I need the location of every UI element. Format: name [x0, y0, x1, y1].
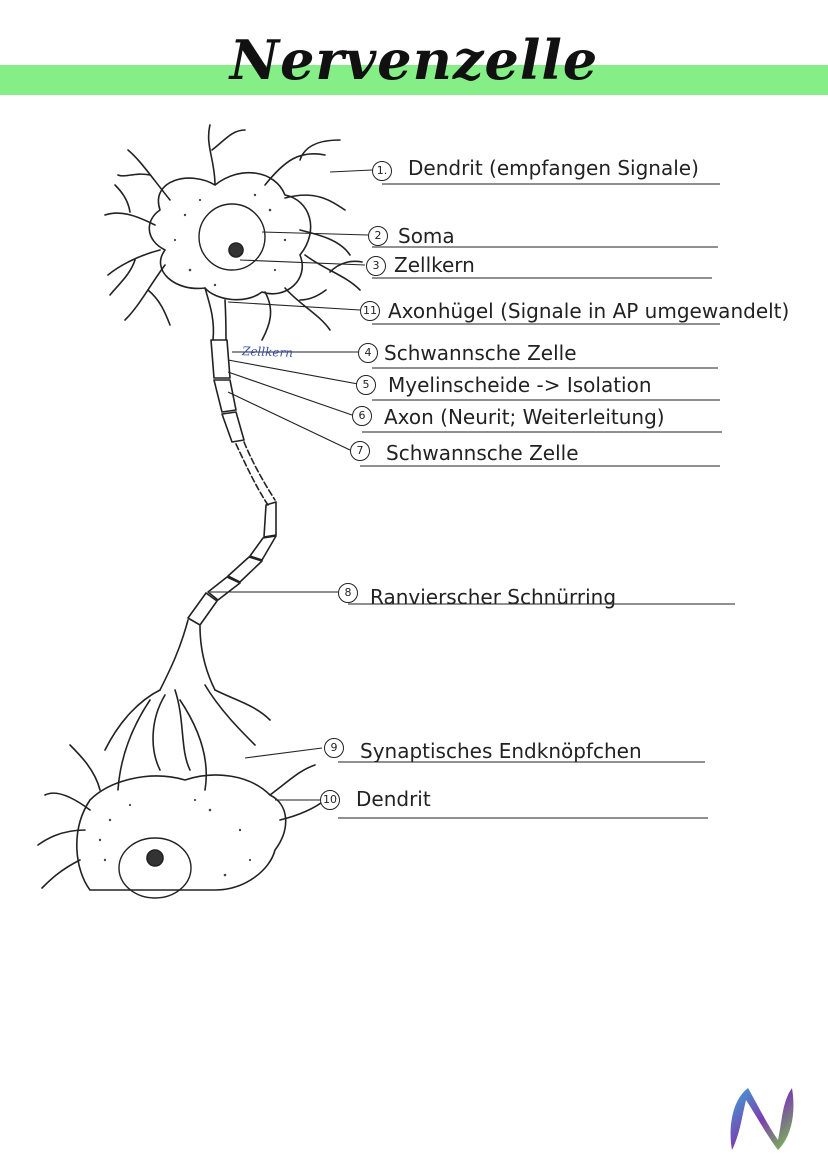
upper-dendrite-1	[118, 125, 245, 200]
axon-segment-8	[188, 593, 217, 625]
axon-segment-3	[222, 412, 244, 442]
label-synaptisches-endknoepfchen: Synaptisches Endknöpfchen	[360, 739, 642, 763]
axon-segment-2	[214, 380, 236, 412]
page-title: Nervenzelle	[229, 28, 599, 92]
label-number: 5	[356, 375, 376, 395]
label-number: 2	[368, 226, 388, 246]
label-number: 9	[324, 738, 344, 758]
label-number: 3	[366, 256, 386, 276]
label-number: 4	[358, 343, 378, 363]
upper-soma-outline	[149, 173, 310, 300]
label-myelinscheide: Myelinscheide -> Isolation	[388, 373, 652, 397]
label-soma: Soma	[398, 224, 455, 248]
label-schwannsche-zelle-1: Schwannsche Zelle	[384, 341, 577, 365]
terminal-branches	[105, 685, 270, 790]
label-zellkern: Zellkern	[394, 253, 475, 277]
logo-n-shape	[731, 1088, 794, 1150]
upper-dendrite-2	[265, 140, 345, 210]
handwritten-note: Zellkern	[241, 344, 294, 360]
label-ranvierscher-schnuerring: Ranvierscher Schnürring	[370, 585, 617, 609]
axon-segment-6	[228, 557, 262, 582]
axon-thin-1	[236, 442, 275, 505]
leader-line-3	[240, 260, 712, 278]
lower-nucleolus	[147, 850, 163, 866]
label-axonhuegel: Axonhügel (Signale in AP umgewandelt)	[388, 299, 790, 323]
label-number: 8	[338, 583, 358, 603]
upper-dendrite-4	[262, 288, 330, 340]
label-number: 7	[350, 441, 370, 461]
upper-dendrite-6	[105, 185, 155, 225]
leader-line-10	[275, 800, 708, 818]
upper-nucleolus	[229, 243, 243, 257]
label-number: 6	[352, 406, 372, 426]
label-number: 11	[360, 301, 380, 321]
label-number: 10	[320, 790, 340, 810]
label-dendrit-2: Dendrit	[356, 787, 431, 811]
label-dendrit: Dendrit (empfangen Signale)	[408, 156, 699, 180]
lower-nucleus	[119, 838, 191, 898]
axon-segment-4	[264, 502, 276, 537]
axon-segment-1	[211, 340, 230, 378]
label-schwannsche-zelle-2: Schwannsche Zelle	[386, 441, 579, 465]
label-axon: Axon (Neurit; Weiterleitung)	[384, 405, 665, 429]
axon-segment-7	[208, 577, 240, 600]
lower-soma-outline	[77, 775, 286, 890]
brand-logo	[722, 1078, 802, 1158]
cytoplasm-stipple	[99, 194, 286, 877]
axon-segment-5	[250, 536, 276, 560]
axon-lower	[160, 620, 215, 690]
label-number: 1.	[372, 161, 392, 181]
